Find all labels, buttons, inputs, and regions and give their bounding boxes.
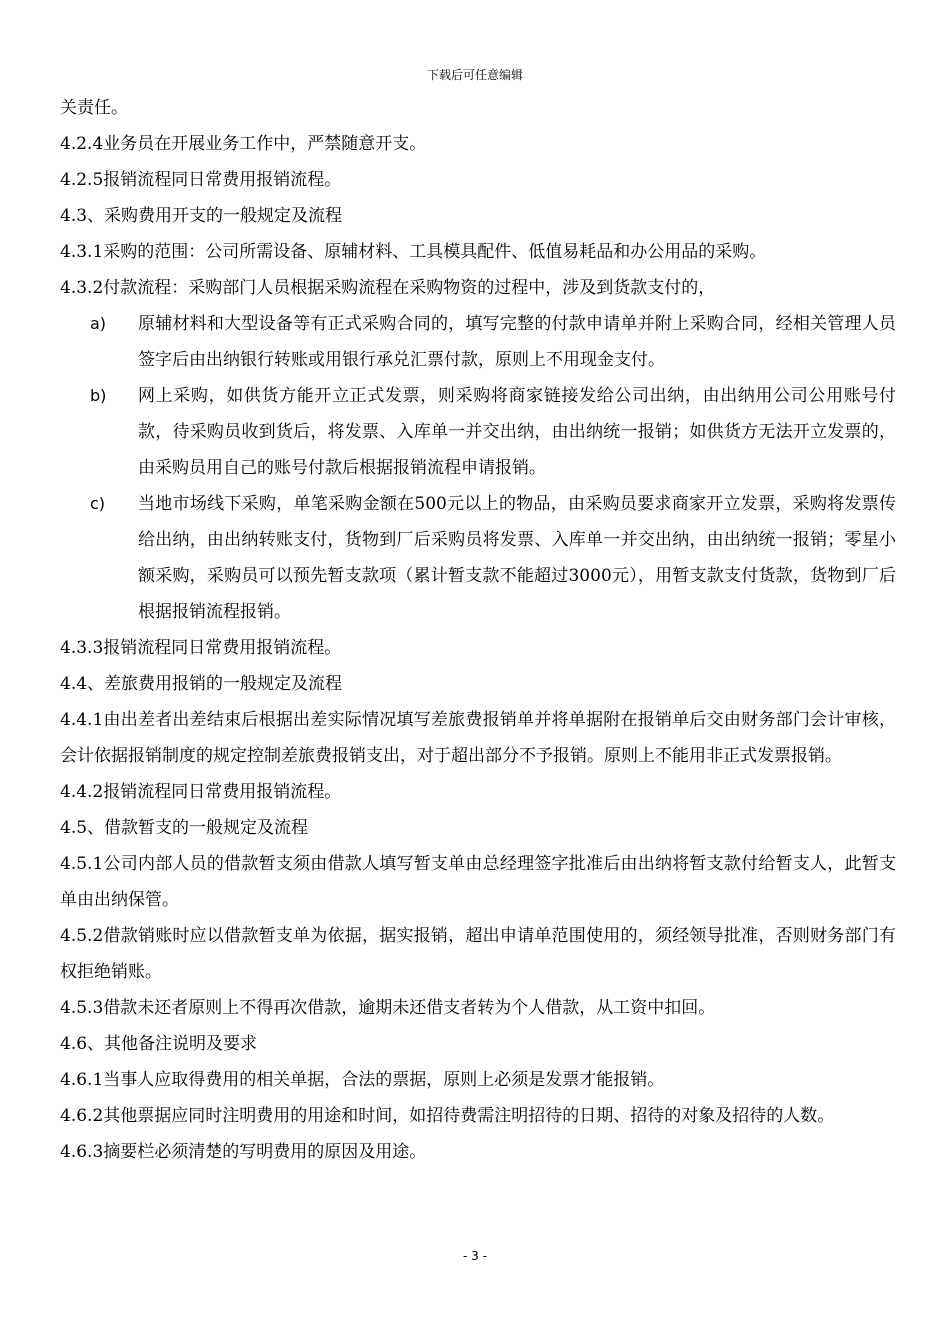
page-number: - 3 - (463, 1249, 487, 1263)
list-marker: a) (90, 314, 107, 333)
paragraph: 4.6.2其他票据应同时注明费用的用途和时间，如招待费需注明招待的日期、招待的对象及招待的人数。 (60, 1106, 835, 1126)
document-body (60, 90, 896, 1170)
paragraph: 4.5.2借款销账时应以借款暂支单为依据，据实报销，超出申请单范围使用的，须经领导批准，否则财务部门有权拒绝销账。 (60, 926, 896, 982)
list-item-c (60, 486, 896, 630)
section-heading: 4.4、差旅费用报销的一般规定及流程 (60, 674, 343, 694)
paragraph: 4.6.3摘要栏必须清楚的写明费用的原因及用途。 (60, 1142, 427, 1162)
paragraph: 4.5.1公司内部人员的借款暂支须由借款人填写暂支单由总经理签字批准后由出纳将暂支款付给暂支人，此暂支单由出纳保管。 (60, 854, 896, 910)
list-item-text: 当地市场线下采购，单笔采购金额在500元以上的物品，由采购员要求商家开立发票，采购将发票传给出纳，由出纳转账支付，货物到厂后采购员将发票、入库单一并交出纳，由出纳统一报销；零星小额采购，采购员可以预先暂支款项（累计暂支款不能超过3000元），用暂支款支付货款，货物到厂后根据报销流程报销。 (138, 494, 896, 622)
section-heading: 4.5、借款暂支的一般规定及流程 (60, 818, 309, 838)
paragraph: 4.2.4业务员在开展业务工作中，严禁随意开支。 (60, 134, 427, 154)
paragraph: 关责任。 (60, 98, 128, 118)
paragraph: 4.6.1当事人应取得费用的相关单据，合法的票据，原则上必须是发票才能报销。 (60, 1070, 665, 1090)
paragraph: 4.4.2报销流程同日常费用报销流程。 (60, 782, 342, 802)
list-marker: b) (90, 386, 107, 405)
page-header: 下载后可任意编辑 (426, 68, 523, 82)
paragraph: 4.5.3借款未还者原则上不得再次借款，逾期未还借支者转为个人借款，从工资中扣回。 (60, 998, 716, 1018)
paragraph: 4.3.3报销流程同日常费用报销流程。 (60, 638, 342, 658)
paragraph: 4.2.5报销流程同日常费用报销流程。 (60, 170, 342, 190)
list-item-text: 原辅材料和大型设备等有正式采购合同的，填写完整的付款申请单并附上采购合同，经相关管理人员签字后由出纳银行转账或用银行承兑汇票付款，原则上不用现金支付。 (138, 314, 896, 370)
section-heading: 4.3、采购费用开支的一般规定及流程 (60, 206, 343, 226)
list-item-b (60, 378, 896, 486)
section-heading: 4.6、其他备注说明及要求 (60, 1034, 258, 1054)
list-item-a (60, 306, 896, 378)
paragraph: 4.3.1采购的范围：公司所需设备、原辅材料、工具模具配件、低值易耗品和办公用品的采购。 (60, 242, 767, 262)
list-item-text: 网上采购，如供货方能开立正式发票，则采购将商家链接发给公司出纳，由出纳用公司公用账号付款，待采购员收到货后，将发票、入库单一并交出纳，由出纳统一报销；如供货方无法开立发票的，由采购员用自己的账号付款后根据报销流程申请报销。 (138, 386, 896, 478)
paragraph: 4.3.2付款流程：采购部门人员根据采购流程在采购物资的过程中，涉及到货款支付的， (60, 278, 716, 298)
list-marker: c) (90, 494, 106, 513)
paragraph: 4.4.1由出差者出差结束后根据出差实际情况填写差旅费报销单并将单据附在报销单后交由财务部门会计审核，会计依据报销制度的规定控制差旅费报销支出，对于超出部分不予报销。原则上不能用非正式发票报销。 (60, 710, 896, 766)
